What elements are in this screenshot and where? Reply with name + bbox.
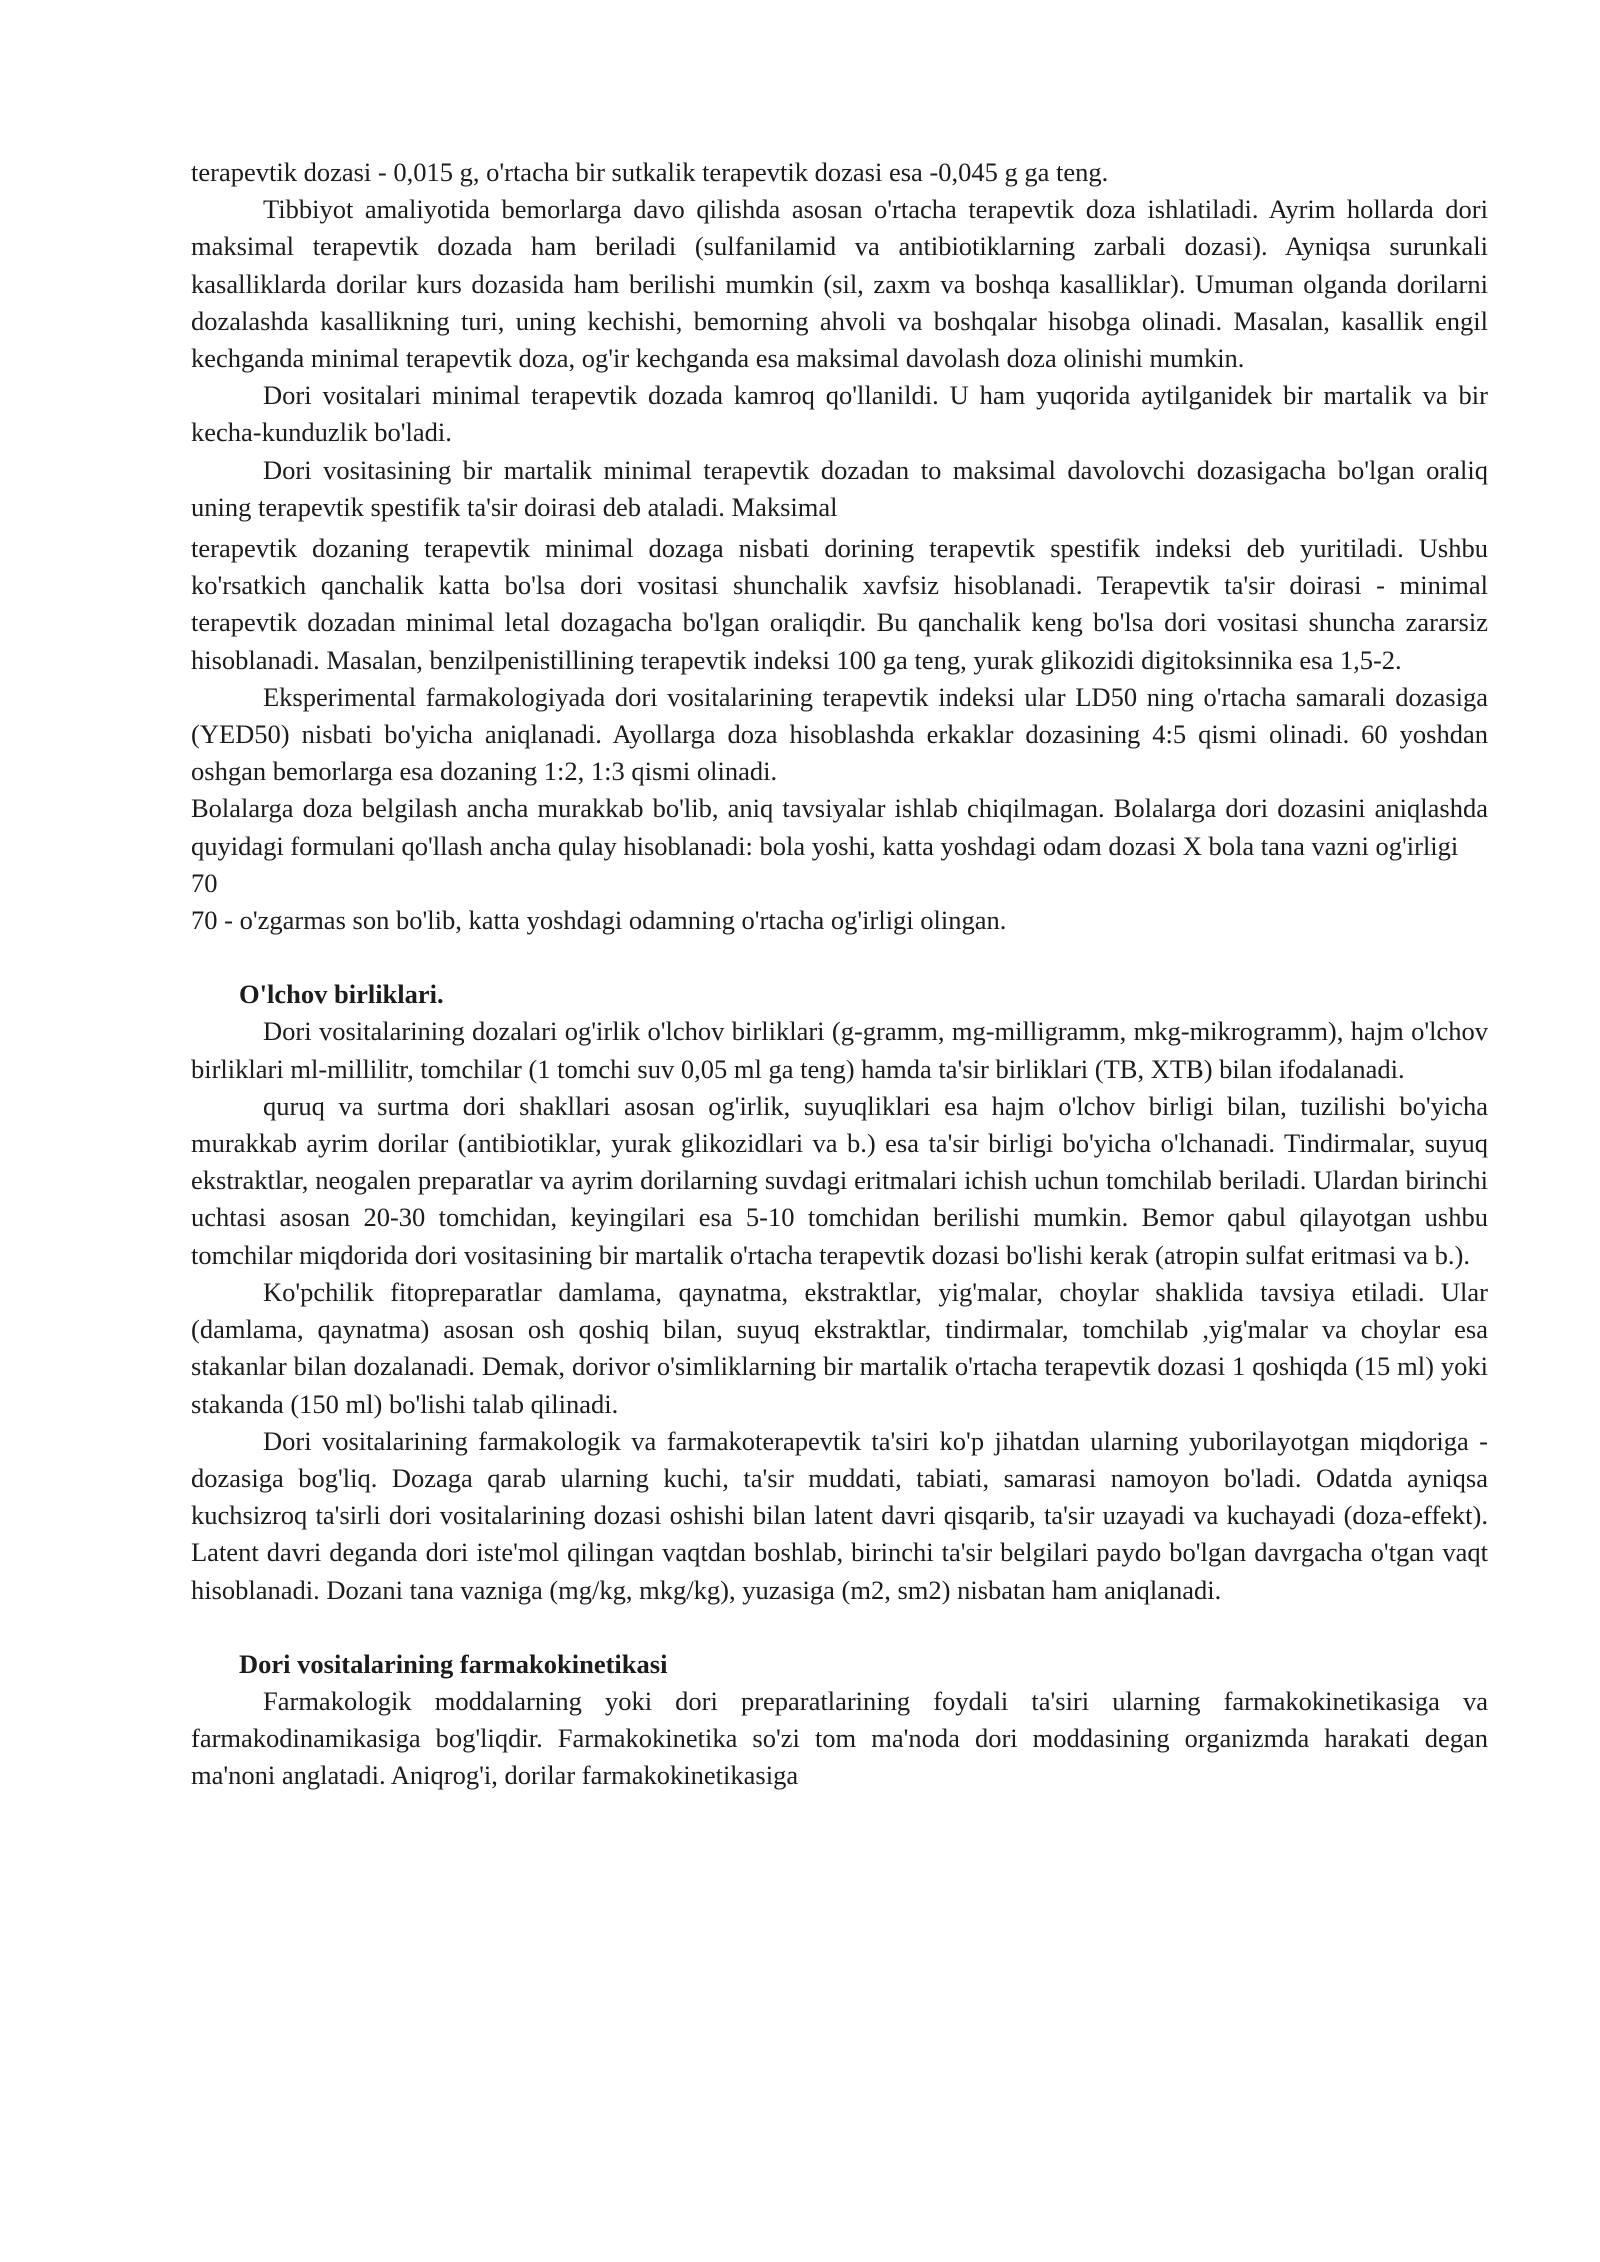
- paragraph-dose-effect: Dori vositalarining farmakologik va farmakoterapevtik ta'siri ko'p jihatdan ularning yuborilayotgan miqdoriga - dozasiga bog'liq. Dozaga qarab ularning kuchi, ta'sir muddati, tabiati, samarasi namoyon bo'ladi. Odatda ayniqsa kuchsizroq ta'sirli dori vositalarining dozasi oshishi bilan latent davri qisqarib, ta'sir uzayadi va kuchayadi (doza-effekt). Latent davri deganda dori iste'mol qilingan vaqtdan boshlab, birinchi ta'sir belgilari paydo bo'lgan davrgacha o'tgan vaqt hisoblanadi. Dozani tana vazniga (mg/kg, mkg/kg), yuzasiga (m2, sm2) nisbatan ham aniqlanadi.: [191, 1425, 1488, 1605]
- paragraph-therapeutic-index: terapevtik dozaning terapevtik minimal dozaga nisbati dorining terapevtik spestifik indeksi deb yuritiladi. Ushbu ko'rsatkich qanchalik katta bo'lsa dori vositasi shunchalik xavfsiz hisoblanadi. Terapevtik ta'sir doirasi - minimal terapevtik dozadan minimal letal dozagacha bo'lgan oraliqdir. Bu qanchalik keng bo'lsa dori vositasi shuncha zararsiz hisoblanadi. Masalan, benzilpenistillining terapevtik indeksi 100 ga teng, yurak glikozidi digitoksinnika esa 1,5-2.: [191, 533, 1488, 675]
- paragraph-experimental-pharmacology: Eksperimental farmakologiyada dori vositalarining terapevtik indeksi ular LD50 ning o'rtacha samarali dozasiga (YED50) nisbati bo'yicha aniqlanadi. Ayollarga doza hisoblashda erkaklar dozasining 4:5 qismi olinadi. 60 yoshdan oshgan bemorlarga esa dozaning 1:2, 1:3 qismi olinadi.: [191, 681, 1488, 787]
- formula-denominator: 70: [191, 867, 218, 898]
- paragraph-dose-units: Dori vositalarining dozalari og'irlik o'lchov birliklari (g-gramm, mg-milligramm, mkg-mikrogramm), hajm o'lchov birliklari ml-millilitr, tomchilar (1 tomchi suv 0,05 ml ga teng) hamda ta'sir birliklari (TB, XTB) bilan ifodalanadi.: [191, 1016, 1488, 1084]
- heading-pharmacokinetics: Dori vositalarining farmakokinetikasi: [239, 1648, 668, 1679]
- heading-measurement-units: O'lchov birliklari.: [239, 979, 444, 1010]
- paragraph-phytopreparations: Ko'pchilik fitopreparatlar damlama, qaynatma, ekstraktlar, yig'malar, choylar shaklida tavsiya etiladi. Ular (damlama, qaynatma) asosan osh qoshiq bilan, suyuq ekstraktlar, tindirmalar, tomchilab ,yig'malar va choylar esa stakanlar bilan dozalanadi. Demak, dorivor o'simliklarning bir martalik o'rtacha terapevtik dozasi 1 qoshiqda (15 ml) yoki stakanda (150 ml) bo'lishi talab qilinadi.: [191, 1276, 1488, 1419]
- paragraph-dose-continuation: terapevtik dozasi - 0,015 g, o'rtacha bir sutkalik terapevtik dozasi esa -0,045 g ga teng.: [191, 157, 1109, 187]
- paragraph-minimal-dose: Dori vositalari minimal terapevtik dozada kamroq qo'llanildi. U ham yuqorida aytilganidek bir martalik va bir kecha-kunduzlik bo'ladi.: [191, 380, 1488, 448]
- paragraph-dose-range: Dori vositasining bir martalik minimal terapevtik dozadan to maksimal davolovchi dozasigacha bo'lgan oraliq uning terapevtik spestifik ta'sir doirasi deb ataladi. Maksimal: [191, 454, 1488, 522]
- paragraph-constant-explanation: 70 - o'zgarmas son bo'lib, katta yoshdagi odamning o'rtacha og'irligi olingan.: [191, 905, 1007, 936]
- paragraph-dosage-forms: quruq va surtma dori shakllari asosan og'irlik, suyuqliklari esa hajm o'lchov birligi bilan, tuzilishi bo'yicha murakkab ayrim dorilar (antibiotiklar, yurak glikozidlari va b.) esa ta'sir birligi bo'yicha o'lchanadi. Tindirmalar, suyuq ekstraktlar, neogalen preparatlar va ayrim dorilarning suvdagi eritmalari ichish uchun tomchilab beriladi. Ulardan birinchi uchtasi asosan 20-30 tomchidan, keyingilari esa 5-10 tomchidan berilishi mumkin. Bemor qabul qilayotgan ushbu tomchilar miqdorida dori vositasining bir martalik o'rtacha terapevtik dozasi bo'lishi kerak (atropin sulfat eritmasi va b.).: [191, 1090, 1488, 1270]
- paragraph-pharmacokinetics-intro: Farmakologik moddalarning yoki dori preparatlarining foydali ta'siri ularning farmakokinetikasiga va farmakodinamikasiga bog'liqdir. Farmakokinetika so'zi tom ma'noda dori moddasining organizmda harakati degan ma'noni anglatadi. Aniqrog'i, dorilar farmakokinetikasiga: [191, 1685, 1488, 1791]
- paragraph-average-dose: Tibbiyot amaliyotida bemorlarga davo qilishda asosan o'rtacha terapevtik doza ishlatiladi. Ayrim hollarda dori maksimal terapevtik dozada ham beriladi (sulfanilamid va antibiotiklarning zarbali dozasi). Ayniqsa surunkali kasalliklarda dorilar kurs dozasida ham berilishi mumkin (sil, zaxm va boshqa kasalliklar). Umuman olganda dorilarni dozalashda kasallikning turi, uning kechishi, bemorning ahvoli va boshqalar hisobga olinadi. Masalan, kasallik engil kechganda minimal terapevtik doza, og'ir kechganda esa maksimal davolash doza olinishi mumkin.: [191, 194, 1488, 374]
- paragraph-children-dose: Bolalarga doza belgilash ancha murakkab bo'lib, aniq tavsiyalar ishlab chiqilmagan. Bolalarga dori dozasini aniqlashda quyidagi formulani qo'llash ancha qulay hisoblanadi: bola yoshi, katta yoshdagi odam dozasi X bola tana vazni og'irligi: [191, 793, 1488, 861]
